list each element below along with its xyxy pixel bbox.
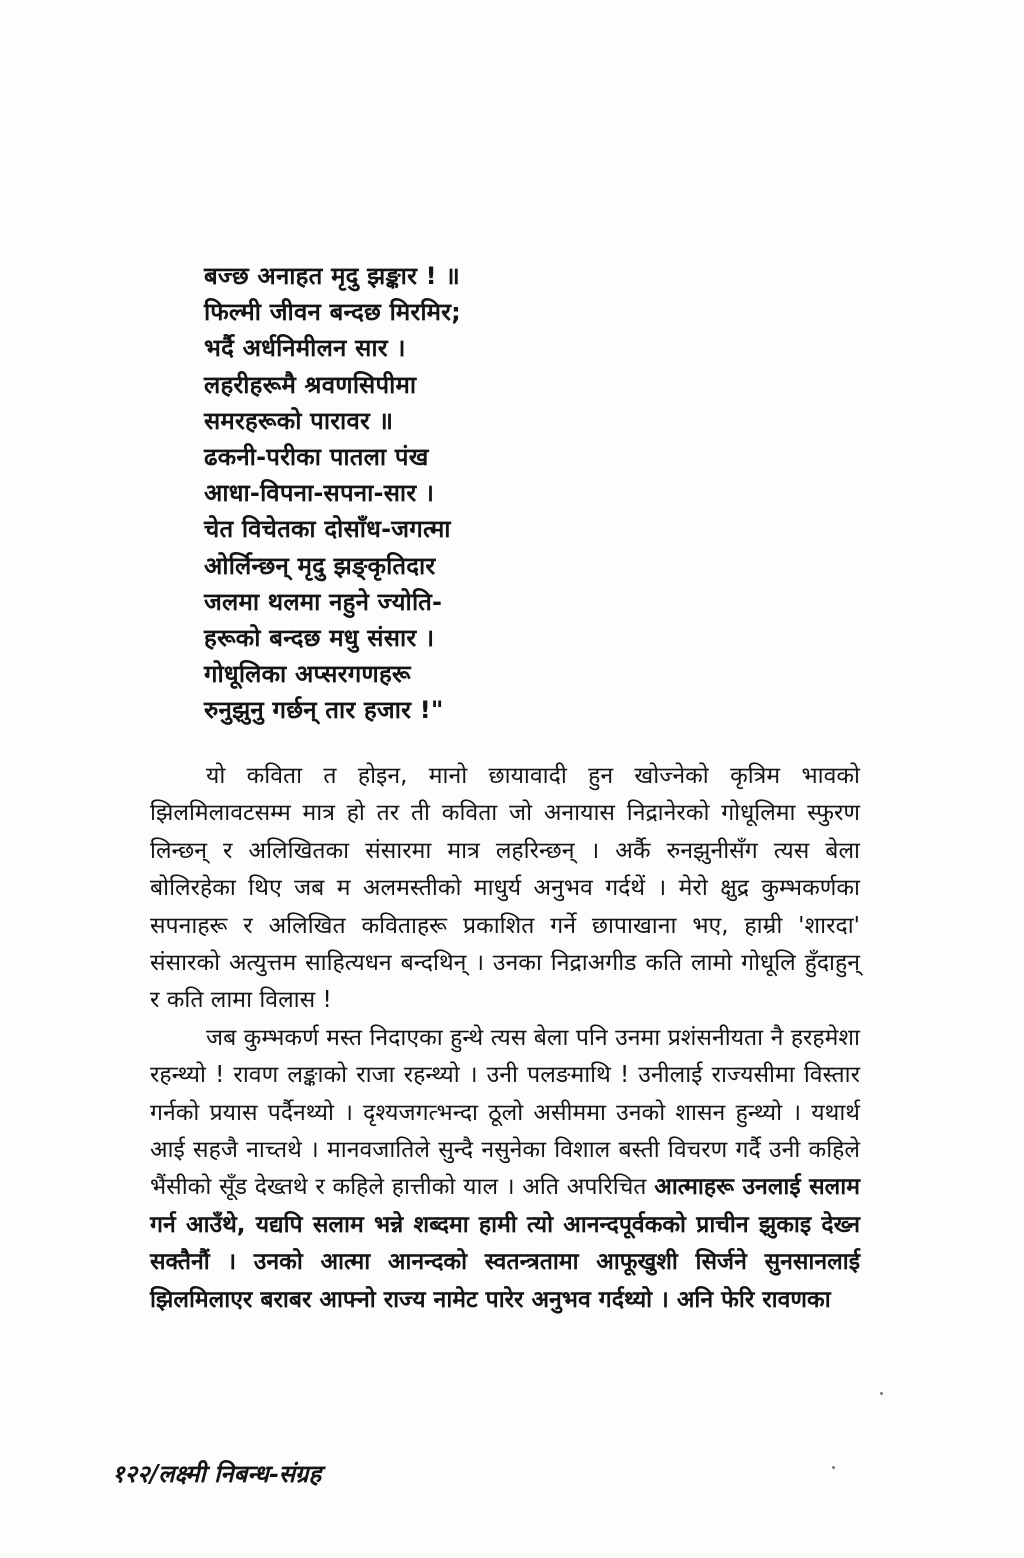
- poem-excerpt: [204, 258, 624, 728]
- paragraph-kumbhakarna: [150, 1020, 860, 1319]
- paragraph-kumbhakarna-part1: जब कुम्भकर्ण मस्त निदाएका हुन्थे त्यस बेला पनि उनमा प्रशंसनीयता नै हरहमेशा रहन्थ्यो ! रावण लङ्काको राजा रहन्थ्यो । उनी पलङमाथि ! उनीलाई राज्यसीमा विस्तार गर्नको प्रयास पर्दैनथ्यो । दृश्यजगत्भन्दा ठूलो असीममा उनको शासन हुन्थ्यो । यथार्थ आई सहजै नाच्तथे । मानवजातिले सुन्दै नसुनेका विशाल बस्ती विचरण गर्दै उनी कहिले भैंसीको सूँड देख्तथे र कहिले हात्तीको याल । अति अपरिचित: [150, 1024, 860, 1201]
- poem-line: आधा-विपना-सपना-सार ।: [204, 479, 435, 508]
- poem-line: ओर्लिन्छन् मृदु झङ्कृतिदार: [204, 551, 436, 580]
- poem-line: भर्दै अर्धनिमीलन सार ।: [204, 334, 406, 363]
- paragraph-commentary: यो कविता त होइन, मानो छायावादी हुन खोज्नेको कृत्रिम भावको झिलमिलावटसम्म मात्र हो तर ती कविता जो अनायास निद्रानेरको गोधूलिमा स्फुरण लिन्छन् र अलिखितका संसारमा मात्र लहरिन्छन् । अर्कै रुनझुनीसँग त्यस बेला बोलिरहेका थिए जब म अलमस्तीको माधुर्य अनुभव गर्दथें । मेरो क्षुद्र कुम्भकर्णका सपनाहरू र अलिखित कविताहरू प्रकाशित गर्ने छापाखाना भए, हाम्री 'शारदा' संसारको अत्युत्तम साहित्यधन बन्दथिन् । उनका निद्राअगीड कति लामो गोधूलि हुँदाहुन् र कति लामा विलास !: [150, 763, 860, 1014]
- poem-line: ढकनी-परीका पातला पंख: [204, 442, 429, 471]
- poem-line: लहरीहरूमै श्रवणसिपीमा: [204, 370, 417, 399]
- poem-line: फिल्मी जीवन बन्दछ मिरमिर;: [204, 298, 461, 327]
- essay-body: [150, 758, 860, 1319]
- poem-line: बज्छ अनाहत मृदु झङ्कार ! ॥: [204, 262, 460, 290]
- poem-line: समरहरूको पारावर ॥: [204, 406, 394, 435]
- poem-line: गोधूलिका अप्सरगणहरू: [204, 660, 411, 689]
- page-footer-folio: १२२/लक्ष्मी निबन्ध-संग्रह: [112, 1459, 322, 1488]
- paragraph-kumbhakarna-part2: आत्माहरू उनलाई सलाम गर्न आउँथे, यद्यपि सलाम भन्ने शब्दमा हामी त्यो आनन्दपूर्वकको प्राचीन झुकाइ देख्न सक्तैनौं । उनको आत्मा आनन्दको स्वतन्त्रतामा आफूखुशी सिर्जने सुनसानलाई झिलमिलाएर बराबर आफ्नो राज्य नामेट पारेर अनुभव गर्दथ्यो । अनि फेरि रावणका: [150, 1174, 860, 1313]
- poem-line: रुनुझुनु गर्छन् तार हजार !": [204, 696, 444, 725]
- poem-line: जलमा थलमा नहुने ज्योति-: [204, 587, 443, 616]
- poem-line: चेत विचेतका दोसाँध-जगत्मा: [204, 515, 451, 544]
- print-speck: [832, 1466, 835, 1469]
- poem-line: हरूको बन्दछ मधु संसार ।: [204, 623, 435, 652]
- print-speck: [880, 1392, 883, 1395]
